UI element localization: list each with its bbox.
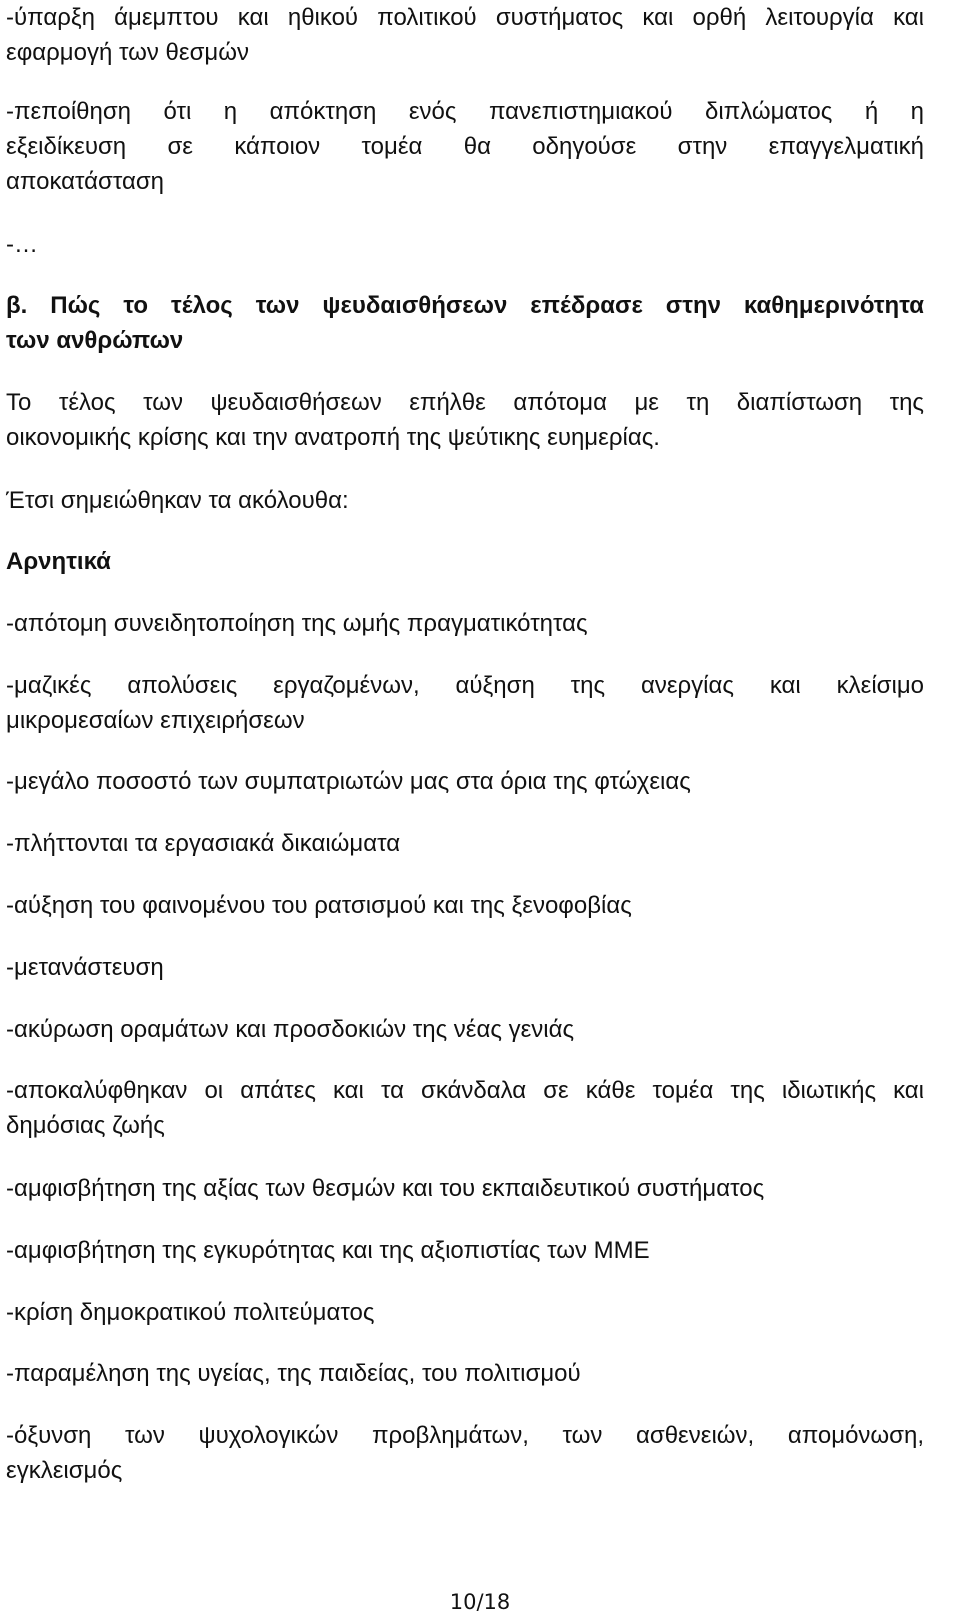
page-number: 10/18 — [449, 1590, 511, 1614]
list-item: -κρίση δημοκρατικού πολιτεύματος — [6, 1299, 375, 1326]
list-item: -όξυνση των ψυχολογικών προβλημάτων, των ασθενειών, απομόνωση, εγκλεισμός — [6, 1422, 924, 1484]
list-item: -απότομη συνειδητοποίηση της ωμής πραγματικότητας — [6, 610, 588, 637]
body-paragraph: Το τέλος των ψευδαισθήσεων επήλθε απότομα με τη διαπίστωση της οικονομικής κρίσης και την ανατροπή της ψεύτικης ευημερίας. — [6, 389, 924, 451]
list-item: -παραμέληση της υγείας, της παιδείας, του πολιτισμού — [6, 1360, 581, 1387]
list-item: -αμφισβήτηση της αξίας των θεσμών και του εκπαιδευτικού συστήματος — [6, 1175, 765, 1202]
subheading: Αρνητικά — [6, 548, 111, 575]
list-item: -ύπαρξη άμεμπτου και ηθικού πολιτικού συστήματος και ορθή λειτουργία και εφαρμογή των θεσμών — [6, 4, 924, 66]
list-item: -… — [6, 231, 38, 258]
list-item: -αποκαλύφθηκαν οι απάτες και τα σκάνδαλα σε κάθε τομέα της ιδιωτικής και δημόσιας ζωής — [6, 1077, 924, 1139]
list-item: -πεποίθηση ότι η απόκτηση ενός πανεπιστημιακού διπλώματος ή η εξειδίκευση σε κάποιον τομέα θα οδηγούσε στην επαγγελματική αποκατάσταση — [6, 98, 924, 195]
list-item: -αμφισβήτηση της εγκυρότητας και της αξιοπιστίας των ΜΜΕ — [6, 1237, 650, 1264]
list-item: -πλήττονται τα εργασιακά δικαιώματα — [6, 830, 401, 857]
list-item: -μεγάλο ποσοστό των συμπατριωτών μας στα όρια της φτώχειας — [6, 768, 691, 795]
list-item: -μαζικές απολύσεις εργαζομένων, αύξηση της ανεργίας και κλείσιμο μικρομεσαίων επιχειρήσεων — [6, 672, 924, 734]
list-item: -μετανάστευση — [6, 954, 164, 981]
list-item: -αύξηση του φαινομένου του ρατσισμού και της ξενοφοβίας — [6, 892, 632, 919]
section-heading: β. Πώς το τέλος των ψευδαισθήσεων επέδρασε στην καθημερινότητα των ανθρώπων — [6, 292, 924, 354]
list-item: -ακύρωση οραμάτων και προσδοκιών της νέας γενιάς — [6, 1016, 575, 1043]
body-paragraph: Έτσι σημειώθηκαν τα ακόλουθα: — [6, 487, 349, 514]
